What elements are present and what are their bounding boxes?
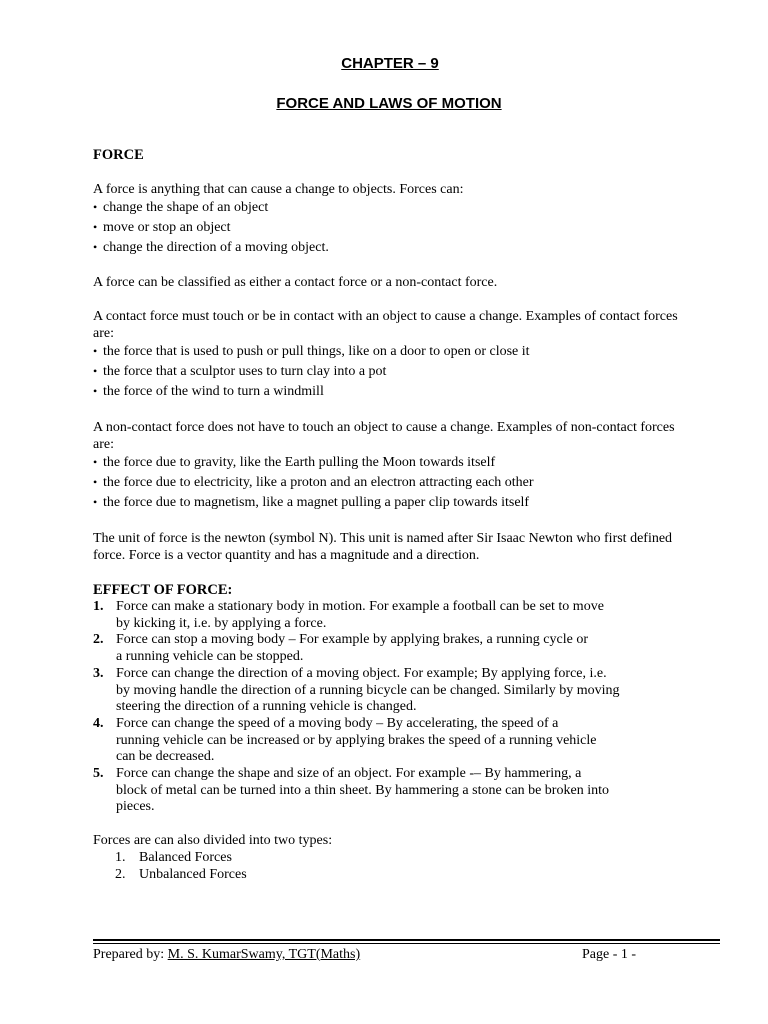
classification-paragraph: A force can be classified as either a contact force or a non-contact force. [93, 275, 498, 290]
noncontact-force-paragraph: A non-contact force does not have to touch an object to cause a change. Examples of non-contact forces are: [93, 420, 675, 452]
effect-item [93, 599, 693, 632]
chapter-heading: CHAPTER – 9 [341, 55, 439, 72]
force-types-list [93, 849, 693, 883]
footer-prepared-label: Prepared by: [93, 947, 165, 962]
bullet-glyph: • [93, 200, 98, 214]
list-item-text: the force of the wind to turn a windmill [103, 384, 324, 399]
force-types-intro: Forces are can also divided into two types: [93, 833, 333, 849]
list-item [93, 453, 693, 473]
list-item [93, 473, 693, 493]
page-footer [93, 946, 720, 963]
effect-item-line: steering the direction of a running vehicle is changed. [116, 699, 417, 715]
effect-item-line: a running vehicle can be stopped. [116, 649, 304, 665]
bullet-glyph: • [93, 344, 98, 358]
bullet-glyph: • [93, 240, 98, 254]
effect-item [93, 632, 693, 665]
list-item [93, 493, 693, 513]
effect-item [93, 716, 693, 766]
list-item-text: the force that is used to push or pull things, like on a door to open or close it [103, 344, 530, 359]
list-item [93, 198, 693, 218]
effect-item [93, 766, 693, 816]
effect-item [93, 666, 693, 716]
force-type-item [93, 866, 693, 883]
bullet-glyph: • [93, 495, 98, 509]
list-item [93, 382, 693, 402]
list-item [93, 362, 693, 382]
effect-item-line: by kicking it, i.e. by applying a force. [116, 615, 327, 631]
list-item-text: the force due to gravity, like the Earth pulling the Moon towards itself [103, 455, 496, 470]
force-type-number: 2. [115, 867, 126, 883]
effect-item-line: Force can change the direction of a moving object. For example; By applying force, i.e. [116, 665, 607, 681]
list-item-text: change the shape of an object [103, 200, 269, 215]
effect-item-line: can be decreased. [116, 749, 215, 765]
effect-item-number: 1. [93, 599, 104, 614]
effect-item-line: block of metal can be turned into a thin sheet. By hammering a stone can be broken into [116, 782, 609, 798]
force-type-label: Balanced Forces [139, 850, 232, 866]
effect-item-line: Force can change the speed of a moving body – By accelerating, the speed of a [116, 715, 559, 731]
list-item-text: the force due to electricity, like a proton and an electron attracting each other [103, 475, 534, 490]
section-heading-force: FORCE [93, 147, 144, 163]
force-type-item [93, 849, 693, 866]
contact-force-paragraph: A contact force must touch or be in contact with an object to cause a change. Examples of contact forces are: [93, 309, 678, 341]
footer-rule-thin [93, 943, 720, 944]
footer-author: M. S. KumarSwamy, TGT(Maths) [167, 947, 361, 962]
effect-item-line: by moving handle the direction of a running bicycle can be changed. Similarly by moving [116, 682, 620, 698]
force-type-label: Unbalanced Forces [139, 867, 247, 883]
bullet-glyph: • [93, 455, 98, 469]
effect-item-line: Force can make a stationary body in motion. For example a football can be set to move [116, 599, 604, 614]
footer-page-number: Page - 1 - [582, 947, 637, 962]
effect-item-number: 3. [93, 665, 104, 681]
unit-of-force-paragraph: The unit of force is the newton (symbol N). This unit is named after Sir Isaac Newton who first defined force. Force is a vector quantity and has a magnitude and a direction. [93, 531, 673, 563]
contact-force-list [93, 342, 693, 402]
list-item-text: move or stop an object [103, 220, 231, 235]
noncontact-force-list [93, 453, 693, 513]
effect-item-line: running vehicle can be increased or by applying brakes the speed of a running vehicle [116, 732, 597, 748]
list-item-text: change the direction of a moving object. [103, 240, 329, 255]
effect-item-line: Force can change the shape and size of an object. For example -– By hammering, a [116, 766, 582, 782]
effect-item-line: Force can stop a moving body – For example by applying brakes, a running cycle or [116, 632, 588, 648]
bullet-glyph: • [93, 475, 98, 489]
page-content [93, 147, 693, 883]
force-type-number: 1. [115, 850, 126, 866]
footer-rule-thick [93, 939, 720, 941]
chapter-title: FORCE AND LAWS OF MOTION [276, 95, 502, 112]
section-heading-effect: EFFECT OF FORCE: [93, 582, 233, 598]
force-intro-paragraph: A force is anything that can cause a change to objects. Forces can: [93, 182, 464, 197]
bullet-glyph: • [93, 384, 98, 398]
list-item-text: the force due to magnetism, like a magnet pulling a paper clip towards itself [103, 495, 530, 510]
list-item [93, 238, 693, 258]
list-item [93, 218, 693, 238]
effect-item-number: 5. [93, 766, 104, 782]
effect-item-number: 4. [93, 715, 104, 731]
list-item [93, 342, 693, 362]
force-intro-list [93, 198, 693, 258]
effect-item-line: pieces. [116, 799, 155, 815]
effect-list [93, 599, 693, 816]
bullet-glyph: • [93, 364, 98, 378]
list-item-text: the force that a sculptor uses to turn clay into a pot [103, 364, 387, 379]
bullet-glyph: • [93, 220, 98, 234]
effect-item-number: 2. [93, 632, 104, 648]
